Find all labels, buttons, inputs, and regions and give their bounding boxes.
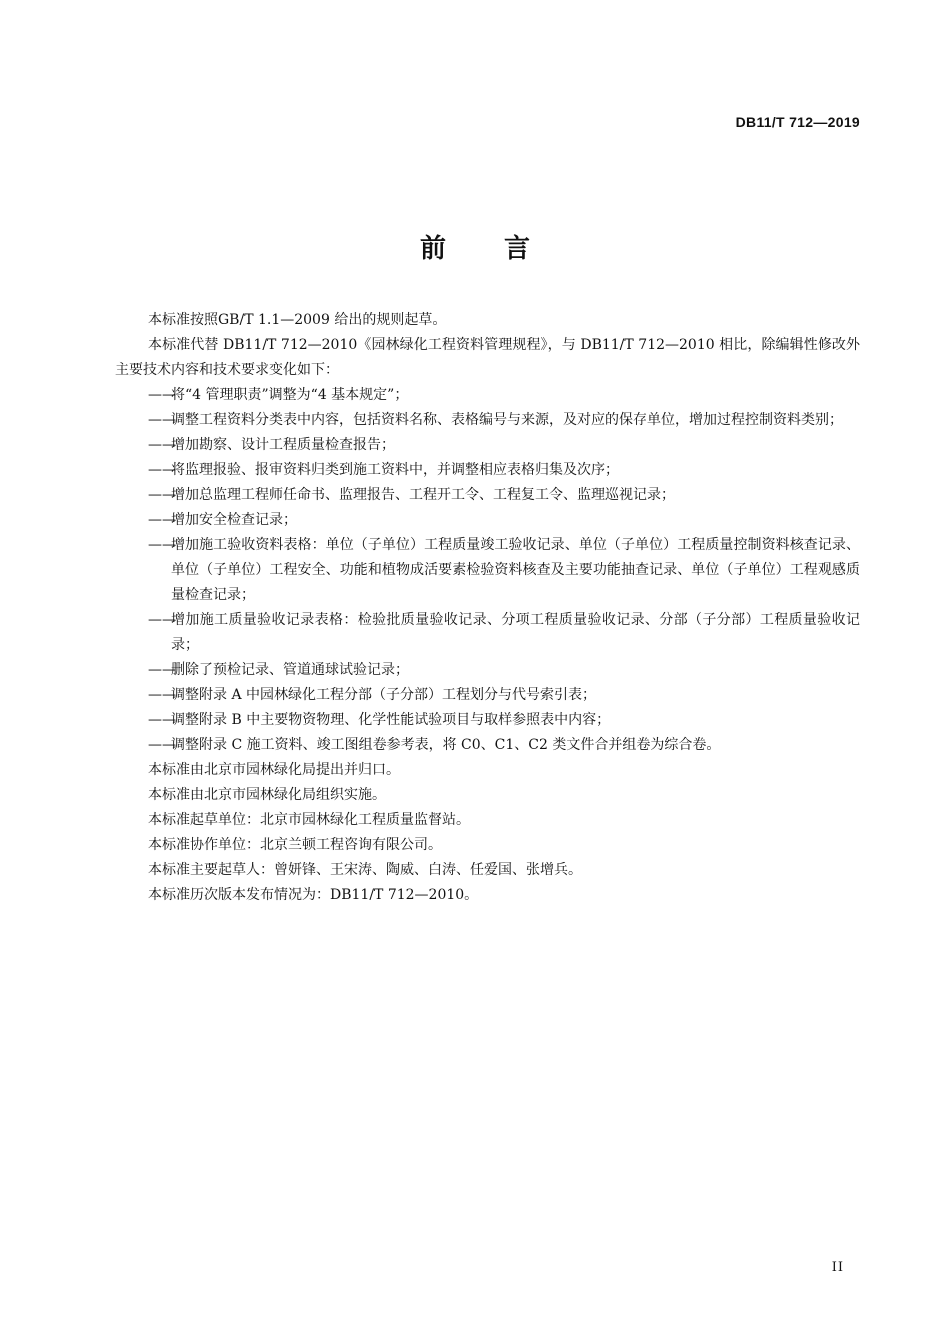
change-item-text: 将监理报验、报审资料归类到施工资料中，并调整相应表格归集及次序； — [171, 462, 619, 478]
page-title: 前言 — [419, 234, 588, 264]
change-item-text: 增加施工验收资料表格：单位（子单位）工程质量竣工验收记录、单位（子单位）工程质量控制资料核查记录、单位（子单位）工程安全、功能和植物成活要素检验资料核查及主要功能抽查记录、单位（子单位）工程观感质量检查记录； — [171, 537, 860, 603]
closing-paragraph: 本标准由北京市园林绿化局组织实施。 — [148, 787, 386, 803]
intro-paragraph: 本标准代替 DB11/T 712—2010《园林绿化工程资料管理规程》，与 DB11/T 712—2010 相比，除编辑性修改外主要技术内容和技术要求变化如下： — [115, 337, 860, 378]
dash-mark: —— — [148, 387, 176, 403]
dash-mark: —— — [148, 612, 176, 628]
change-item-text: 调整附录 B 中主要物资物理、化学性能试验项目与取样参照表中内容； — [171, 712, 611, 728]
dash-mark: —— — [148, 487, 176, 503]
closing-paragraph: 本标准由北京市园林绿化局提出并归口。 — [148, 762, 400, 778]
change-item — [115, 433, 860, 458]
closing-paragraph: 本标准协作单位：北京兰顿工程咨询有限公司。 — [148, 837, 442, 853]
change-item — [115, 533, 860, 608]
change-item — [115, 383, 860, 408]
change-item — [115, 408, 860, 433]
page-number: II — [831, 1260, 844, 1275]
dash-mark: —— — [148, 437, 176, 453]
change-item-text: 调整附录 C 施工资料、竣工图组卷参考表，将 C0、C1、C2 类文件合并组卷为综合卷。 — [171, 737, 721, 753]
change-item — [115, 733, 860, 758]
change-item — [115, 683, 860, 708]
dash-mark: —— — [148, 412, 176, 428]
change-item — [115, 508, 860, 533]
dash-mark: —— — [148, 512, 176, 528]
change-item-text: 增加总监理工程师任命书、监理报告、工程开工令、工程复工令、监理巡视记录； — [171, 487, 675, 503]
closing-paragraph: 本标准主要起草人：曾妍锋、王宋涛、陶威、白涛、任爱国、张增兵。 — [148, 862, 582, 878]
change-item — [115, 708, 860, 733]
change-item — [115, 483, 860, 508]
change-item-text: 调整附录 A 中园林绿化工程分部（子分部）工程划分与代号索引表； — [171, 687, 597, 703]
foreword-body — [115, 308, 860, 908]
change-item — [115, 608, 860, 658]
change-item-text: 增加勘察、设计工程质量检查报告； — [171, 437, 395, 453]
dash-mark: —— — [148, 462, 176, 478]
closing-paragraph: 本标准历次版本发布情况为：DB11/T 712—2010。 — [148, 887, 479, 903]
dash-mark: —— — [148, 662, 176, 678]
change-item-text: 将“4 管理职责”调整为“4 基本规定”； — [171, 387, 409, 403]
intro-paragraph: 本标准按照GB/T 1.1—2009 给出的规则起草。 — [148, 312, 447, 328]
closing-paragraph: 本标准起草单位：北京市园林绿化工程质量监督站。 — [148, 812, 470, 828]
change-item-text: 删除了预检记录、管道通球试验记录； — [171, 662, 409, 678]
dash-mark: —— — [148, 737, 176, 753]
dash-mark: —— — [148, 537, 176, 553]
dash-mark: —— — [148, 712, 176, 728]
change-item-text: 增加施工质量验收记录表格：检验批质量验收记录、分项工程质量验收记录、分部（子分部）工程质量验收记录； — [171, 612, 860, 653]
document-code: DB11/T 712—2019 — [735, 114, 860, 130]
dash-mark: —— — [148, 687, 176, 703]
change-item — [115, 458, 860, 483]
change-item — [115, 658, 860, 683]
change-item-text: 增加安全检查记录； — [171, 512, 297, 528]
change-item-text: 调整工程资料分类表中内容，包括资料名称、表格编号与来源，及对应的保存单位，增加过程控制资料类别； — [171, 412, 843, 428]
